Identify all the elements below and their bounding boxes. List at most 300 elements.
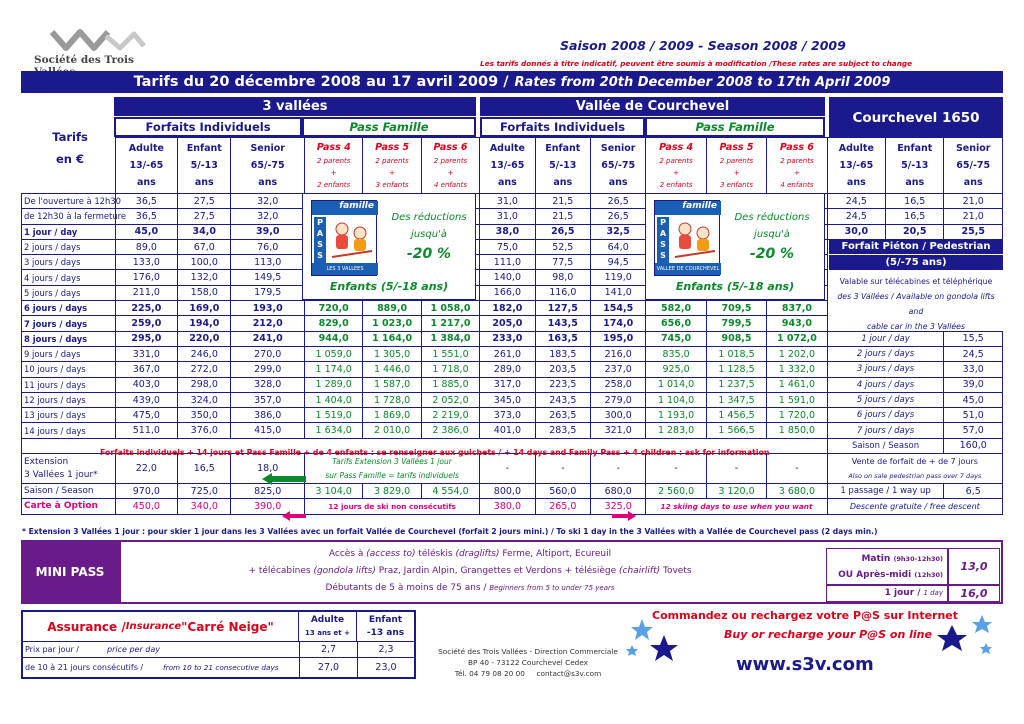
col-enfant-1650-line: 5/-13	[901, 160, 929, 171]
col-adulte-c-line: Adulte	[489, 143, 525, 154]
price-famille-3v: 1 718,0	[421, 362, 479, 377]
contact-phone-email: Tél. 04 79 08 20 00 contact@s3v.com	[454, 669, 602, 678]
contact-address: BP 40 - 73122 Courchevel Cedex	[467, 658, 588, 667]
cta-fr: Commandez ou rechargez votre P@S sur Internet	[652, 609, 959, 622]
price-3v: 169,0	[178, 301, 231, 316]
price-3v: 403,0	[115, 377, 177, 392]
price-courchevel: 283,5	[535, 423, 590, 438]
price-famille-c: 1 720,0	[767, 408, 827, 423]
price-courchevel: 263,5	[535, 408, 590, 423]
price-famille-c: 1 850,0	[767, 423, 827, 438]
col-pass6-c-line: +	[793, 168, 800, 177]
col-pass5-c-line: Pass 5	[719, 141, 754, 153]
price-famille-c: 1 014,0	[646, 377, 706, 392]
col-senior-1650	[944, 138, 1003, 194]
extension-label	[22, 454, 116, 484]
price-famille-c: 1 566,5	[706, 423, 766, 438]
carte-price-c: 265,0	[535, 499, 590, 514]
col-pass4-c	[646, 138, 706, 194]
col-adulte-1650	[827, 138, 885, 194]
forfaits-individuels-c: Forfaits Individuels	[480, 117, 645, 137]
price-courchevel: 21,5	[535, 194, 590, 209]
price-courchevel: 77,5	[535, 255, 590, 270]
pieton-day-value: 57,0	[944, 423, 1003, 438]
col-pass6-3v-line: +	[447, 168, 454, 177]
price-courchevel: 345,0	[480, 392, 535, 407]
col-enfant-c-line: Enfant	[545, 143, 581, 154]
price-3v: 475,0	[115, 408, 177, 423]
price-3v: 367,0	[115, 362, 177, 377]
price-courchevel: 223,5	[535, 377, 590, 392]
pieton-age: (5/-75 ans)	[829, 255, 1003, 270]
minipass-line-1: Accès à (access to) téléskis (draglifts) Ferme, Altiport, Ecureuil	[328, 549, 612, 559]
assurance-row-1: Prix par jour / price per day 2,7 2,3	[23, 642, 414, 658]
price-courchevel: 401,0	[480, 423, 535, 438]
price-courchevel: 243,5	[535, 392, 590, 407]
minipass-half-day: Matin (9h30-12h30) OU Après-midi (12h30)	[826, 548, 948, 585]
price-3v: 158,0	[178, 285, 231, 300]
logo-mark-icon	[48, 26, 148, 52]
col-senior-c-line: 65/-75	[601, 160, 636, 171]
col-pass4-3v-line: Pass 4	[316, 141, 351, 153]
price-famille-3v: 1 587,0	[363, 377, 421, 392]
carte-label: Carte à Option	[22, 499, 116, 514]
tarif-row	[22, 392, 1003, 407]
row-label: 13 jours / days	[22, 408, 116, 423]
assurance-adulte: Adulte 13 ans et +	[299, 612, 357, 642]
col-pass5-3v-line: Pass 5	[375, 141, 410, 153]
promo-jusqua: jusqu'à	[754, 229, 790, 240]
price-famille-3v: 1 059,0	[304, 346, 362, 361]
price-courchevel: 154,5	[590, 301, 645, 316]
pieton-day-label: 2 jours / days	[827, 346, 944, 361]
extension-dash: -	[767, 454, 827, 484]
col-enfant-1650-line: ans	[905, 177, 925, 188]
saison-price-3v: 725,0	[178, 484, 231, 499]
price-3v: 176,0	[115, 270, 177, 285]
price-3v: 27,5	[178, 209, 231, 224]
price-3v: 225,0	[115, 301, 177, 316]
price-courchevel: 75,0	[480, 239, 535, 254]
pieton-day-value: 33,0	[944, 362, 1003, 377]
price-1650: 30,0	[827, 224, 885, 239]
col-pass5-3v-line: 3 enfants	[375, 180, 409, 189]
row-label: 11 jours / days	[22, 377, 116, 392]
carte-price-3v: 450,0	[115, 499, 177, 514]
extension-price: 16,5	[178, 454, 231, 484]
price-famille-c: 1 202,0	[767, 346, 827, 361]
pieton-day-label: 6 jours / days	[827, 408, 944, 423]
pass-famille-logo-c	[654, 200, 720, 276]
carte-price-3v: 340,0	[178, 499, 231, 514]
col-enfant-3v	[178, 138, 231, 194]
price-famille-3v: 1 384,0	[421, 331, 479, 346]
price-famille-c: 925,0	[646, 362, 706, 377]
price-3v: 133,0	[115, 255, 177, 270]
price-famille-3v: 1 305,0	[363, 346, 421, 361]
price-courchevel: 233,0	[480, 331, 535, 346]
promo-percent: -20 %	[749, 246, 795, 262]
price-famille-3v: 1 634,0	[304, 423, 362, 438]
minipass-day-value: 16,0	[948, 585, 1000, 602]
col-pass4-3v-line: 2 enfants	[317, 180, 351, 189]
row-label: 10 jours / days	[22, 362, 116, 377]
pieton-day-value: 15,5	[944, 331, 1003, 346]
col-pass5-c-line: +	[733, 168, 740, 177]
price-3v: 211,0	[115, 285, 177, 300]
price-3v: 76,0	[231, 239, 305, 254]
minipass-day: 1 jour / 1 day	[826, 585, 948, 602]
row-label: 12 jours / days	[22, 392, 116, 407]
price-3v: 241,0	[231, 331, 305, 346]
col-pass6-3v-line: Pass 6	[433, 141, 468, 153]
currency-word: en €	[56, 152, 84, 166]
price-famille-c: 1 104,0	[646, 392, 706, 407]
cta-url-link[interactable]: www.s3v.com	[736, 654, 874, 675]
tarif-row	[22, 209, 1003, 224]
price-courchevel: 111,0	[480, 255, 535, 270]
logo-text: Société des Trois	[34, 54, 134, 66]
price-famille-3v: 720,0	[304, 301, 362, 316]
extension-dash: -	[706, 454, 766, 484]
price-courchevel: 258,0	[590, 377, 645, 392]
saison-price-famille-3v: 4 554,0	[421, 484, 479, 499]
price-courchevel: 116,0	[535, 285, 590, 300]
arrow-left-magenta-icon	[282, 511, 306, 521]
price-famille-3v: 1 446,0	[363, 362, 421, 377]
price-courchevel: 373,0	[480, 408, 535, 423]
price-famille-c: 1 237,5	[706, 377, 766, 392]
header-spacer	[22, 138, 116, 194]
price-3v: 324,0	[178, 392, 231, 407]
price-3v: 328,0	[231, 377, 305, 392]
price-famille-c: 835,0	[646, 346, 706, 361]
col-pass6-3v-line: 4 enfants	[433, 180, 467, 189]
pieton-day-value: 24,5	[944, 346, 1003, 361]
pieton-passage-value: 6,5	[944, 484, 1003, 499]
promo-reductions: Des réductions	[734, 212, 810, 223]
zone-courchevel-1650: Courchevel 1650	[829, 97, 1003, 138]
price-1650: 20,5	[886, 224, 944, 239]
extension-dash: -	[535, 454, 590, 484]
pieton-desc-1: Valable sur télécabines et téléphérique	[839, 277, 993, 286]
price-1650: 25,5	[944, 224, 1003, 239]
price-famille-3v: 1 023,0	[363, 316, 421, 331]
col-enfant-c-line: ans	[553, 177, 573, 188]
price-courchevel: 261,0	[480, 346, 535, 361]
price-famille-c: 709,5	[706, 301, 766, 316]
pass-famille-c: Pass Famille	[645, 117, 825, 137]
price-3v: 67,0	[178, 239, 231, 254]
price-famille-3v: 1 728,0	[363, 392, 421, 407]
extension-label-2: 3 Vallées 1 jour*	[24, 469, 98, 480]
row-label: 14 jours / days	[22, 423, 116, 438]
col-adulte-3v-line: Adulte	[128, 143, 164, 154]
col-enfant-c	[535, 138, 590, 194]
col-senior-1650-line: Senior	[955, 143, 991, 154]
col-senior-3v	[231, 138, 305, 194]
row-label: 6 jours / days	[22, 301, 116, 316]
tarif-row	[22, 224, 1003, 239]
tarif-row	[22, 423, 1003, 438]
price-famille-3v: 1 869,0	[363, 408, 421, 423]
price-famille-c: 1 018,5	[706, 346, 766, 361]
price-courchevel: 64,0	[590, 239, 645, 254]
col-senior-3v-line: Senior	[250, 143, 285, 154]
price-3v: 149,5	[231, 270, 305, 285]
extension-row	[22, 454, 1003, 484]
logo	[32, 22, 162, 70]
col-pass4-3v	[304, 138, 362, 194]
price-courchevel: 98,0	[535, 270, 590, 285]
price-3v: 36,5	[115, 209, 177, 224]
price-famille-3v: 2 219,0	[421, 408, 479, 423]
price-famille-3v: 2 386,0	[421, 423, 479, 438]
extension-tarif-2: sur Pass Famille = tarifs individuels	[325, 470, 459, 480]
column-header-row	[22, 138, 1003, 194]
pieton-desc	[829, 272, 1003, 338]
arrow-right-magenta-icon	[612, 511, 636, 521]
price-3v: 32,0	[231, 209, 305, 224]
carte-option-row	[22, 499, 1003, 514]
col-pass4-3v-line: 2 parents	[316, 156, 351, 165]
row-label: De l'ouverture à 12h30	[22, 194, 116, 209]
price-courchevel: 203,5	[535, 362, 590, 377]
pieton-passage-label: 1 passage / 1 way up	[827, 484, 944, 499]
price-1650: 24,5	[827, 209, 885, 224]
price-famille-3v: 1 174,0	[304, 362, 362, 377]
forfaits-individuels-3v: Forfaits Individuels	[114, 117, 302, 137]
price-famille-3v: 944,0	[304, 331, 362, 346]
price-famille-c: 1 591,0	[767, 392, 827, 407]
carte-note-3v: 12 jours de ski non consécutifs	[304, 499, 479, 514]
price-courchevel: 26,5	[535, 224, 590, 239]
price-courchevel: 94,5	[590, 255, 645, 270]
price-famille-c: 656,0	[646, 316, 706, 331]
price-1650: 16,5	[886, 209, 944, 224]
minipass-line-3: Débutants de 5 à moins de 75 ans / Beginners from 5 to under 75 years	[325, 583, 615, 593]
promo-courchevel	[645, 193, 825, 300]
assurance-row-2: de 10 à 21 jours consécutifs / from 10 to 21 consecutive days 27,0 23,0	[23, 658, 414, 677]
price-3v: 27,5	[178, 194, 231, 209]
col-pass5-3v-line: 2 parents	[375, 156, 409, 165]
price-courchevel: 174,0	[590, 316, 645, 331]
row-label: de 12h30 à la fermeture	[22, 209, 116, 224]
banner-fr: Tarifs du 20 décembre 2008 au 17 avril 2009 /	[133, 74, 509, 90]
price-courchevel: 237,0	[590, 362, 645, 377]
price-famille-3v: 2 052,0	[421, 392, 479, 407]
price-3v: 272,0	[178, 362, 231, 377]
row-label: 9 jours / days	[22, 346, 116, 361]
tarif-row	[22, 408, 1003, 423]
pieton-title: Forfait Piéton / Pedestrian	[829, 239, 1003, 254]
skier-family-icon	[328, 217, 376, 263]
col-pass4-3v-line: +	[330, 168, 337, 177]
saison-row	[22, 484, 1003, 499]
price-courchevel: 127,5	[535, 301, 590, 316]
price-famille-c: 1 128,5	[706, 362, 766, 377]
col-senior-3v-line: ans	[258, 177, 278, 188]
pieton-saison-label: Saison / Season	[827, 438, 944, 453]
price-famille-c: 1 332,0	[767, 362, 827, 377]
extension-label-1: Extension	[24, 456, 69, 467]
pieton-day-value: 39,0	[944, 377, 1003, 392]
price-3v: 36,5	[115, 194, 177, 209]
col-pass6-3v	[421, 138, 479, 194]
price-3v: 357,0	[231, 392, 305, 407]
price-courchevel: 216,0	[590, 346, 645, 361]
promo-jusqua: jusqu'à	[411, 229, 447, 240]
season-title: Saison 2008 / 2009 - Season 2008 / 2009	[560, 38, 846, 53]
tarif-row	[22, 194, 1003, 209]
price-3v: 439,0	[115, 392, 177, 407]
price-1650: 16,5	[886, 194, 944, 209]
col-senior-1650-line: 65/-75	[956, 160, 991, 171]
extension-price: 22,0	[115, 454, 177, 484]
skier-family-icon	[671, 217, 719, 263]
col-pass4-c-line: 2 parents	[659, 156, 693, 165]
carte-price-c: 325,0	[590, 499, 645, 514]
pass-logo-word: famille	[312, 201, 378, 215]
saison-price-famille-c: 2 560,0	[646, 484, 706, 499]
price-3v: 194,0	[178, 316, 231, 331]
price-courchevel: 38,0	[480, 224, 535, 239]
price-famille-c: 745,0	[646, 331, 706, 346]
price-courchevel: 163,5	[535, 331, 590, 346]
col-enfant-1650-line: Enfant	[897, 143, 933, 154]
price-3v: 100,0	[178, 255, 231, 270]
price-courchevel: 26,5	[590, 209, 645, 224]
price-courchevel: 52,5	[535, 239, 590, 254]
price-famille-c: 1 072,0	[767, 331, 827, 346]
pieton-vente-1: Vente de forfait de + de 7 jours	[851, 456, 978, 466]
price-courchevel: 289,0	[480, 362, 535, 377]
price-courchevel: 26,5	[590, 194, 645, 209]
pass-logo-vertical: P A S S	[314, 217, 326, 263]
col-senior-1650-line: ans	[963, 177, 983, 188]
price-famille-3v: 1 217,0	[421, 316, 479, 331]
minipass-line-2: + télécabines (gondola lifts) Praz, Jardin Alpin, Grangettes et Verdons + télésiège (chairlift) Tovets	[248, 566, 692, 576]
saison-label: Saison / Season	[22, 484, 116, 499]
tarif-row	[22, 377, 1003, 392]
tarif-row	[22, 362, 1003, 377]
saison-price-famille-c: 3 120,0	[706, 484, 766, 499]
tarif-row	[22, 346, 1003, 361]
price-3v: 32,0	[231, 194, 305, 209]
col-adulte-c-line: 13/-65	[490, 160, 525, 171]
row-label: 2 jours / days	[22, 239, 116, 254]
pieton-day-value: 51,0	[944, 408, 1003, 423]
price-courchevel: 182,0	[480, 301, 535, 316]
price-courchevel: 119,0	[590, 270, 645, 285]
price-3v: 386,0	[231, 408, 305, 423]
tarifs-word: Tarifs	[52, 130, 88, 144]
price-3v: 212,0	[231, 316, 305, 331]
extension-price: 18,0	[231, 454, 305, 484]
col-adulte-3v-line: ans	[136, 177, 156, 188]
saison-price-c: 680,0	[590, 484, 645, 499]
minipass-desc	[120, 546, 820, 597]
price-3v: 299,0	[231, 362, 305, 377]
col-adulte-c-line: ans	[497, 177, 517, 188]
price-courchevel: 166,0	[480, 285, 535, 300]
price-courchevel: 183,5	[535, 346, 590, 361]
promo-percent: -20 %	[406, 246, 452, 262]
minipass-half-value: 13,0	[948, 548, 1000, 585]
pieton-day-label: 7 jours / days	[827, 423, 944, 438]
price-courchevel: 141,0	[590, 285, 645, 300]
price-famille-3v: 1 058,0	[421, 301, 479, 316]
col-pass6-c	[767, 138, 827, 194]
pieton-desc-4: cable car in the 3 Vallées	[866, 322, 966, 331]
saison-price-c: 800,0	[480, 484, 535, 499]
price-famille-3v: 829,0	[304, 316, 362, 331]
pass-logo-vertical: P A S S	[657, 217, 669, 263]
price-courchevel: 195,0	[590, 331, 645, 346]
contact	[428, 646, 628, 679]
assurance-title: Assurance / Insurance "Carré Neige"	[23, 612, 299, 642]
col-enfant-3v-line: Enfant	[186, 143, 222, 154]
price-courchevel: 205,0	[480, 316, 535, 331]
extension-dash: -	[646, 454, 706, 484]
price-courchevel: 300,0	[590, 408, 645, 423]
col-pass6-3v-line: 2 parents	[433, 156, 468, 165]
banner-en: Rates from 20th December 2008 to 17th April 2009	[514, 74, 891, 90]
price-3v: 89,0	[115, 239, 177, 254]
pieton-desc-3: and	[908, 307, 924, 316]
col-enfant-3v-line: ans	[194, 177, 214, 188]
extension-tarif-1: Tarifs Extension 3 Vallées 1 jour	[332, 456, 452, 466]
price-1650: 24,5	[827, 194, 885, 209]
price-famille-3v: 1 289,0	[304, 377, 362, 392]
price-3v: 259,0	[115, 316, 177, 331]
col-senior-c	[590, 138, 645, 194]
price-3v: 34,0	[178, 224, 231, 239]
col-enfant-c-line: 5/-13	[549, 160, 577, 171]
extension-dash: -	[590, 454, 645, 484]
price-3v: 246,0	[178, 346, 231, 361]
family-note: Forfaits individuels + 14 jours et Pass Famille + de 4 enfants : se renseigner aux guichets / + 14 days and Family Pass + 4 children : ask for information	[100, 448, 770, 457]
price-famille-3v: 2 010,0	[363, 423, 421, 438]
date-banner	[21, 71, 1003, 93]
price-3v: 415,0	[231, 423, 305, 438]
price-3v: 511,0	[115, 423, 177, 438]
price-1650: 21,0	[944, 209, 1003, 224]
promo-enfants: Enfants (5/-18 ans)	[675, 280, 795, 293]
col-pass6-c-line: 2 parents	[780, 156, 814, 165]
price-courchevel: 31,0	[480, 209, 535, 224]
cta-en: Buy or recharge your P@S on line	[724, 628, 932, 641]
col-pass5-c	[706, 138, 766, 194]
minipass-title: MINI PASS	[21, 540, 119, 604]
disclaimer: Les tarifs donnés à titre indicatif, peuvent être soumis à modification /These rates are subject to change	[480, 59, 913, 68]
pieton-day-label: 1 jour / day	[827, 331, 944, 346]
promo-3-vallees	[302, 193, 476, 300]
price-famille-c: 799,5	[706, 316, 766, 331]
col-adulte-1650-line: 13/-65	[839, 160, 874, 171]
price-famille-c: 1 347,5	[706, 392, 766, 407]
price-famille-3v: 889,0	[363, 301, 421, 316]
extension-tarif-note	[304, 454, 479, 484]
saison-price-c: 560,0	[535, 484, 590, 499]
col-pass6-c-line: Pass 6	[779, 141, 814, 153]
price-3v: 295,0	[115, 331, 177, 346]
col-enfant-1650	[886, 138, 944, 194]
price-famille-3v: 1 551,0	[421, 346, 479, 361]
pieton-vente-2: Also on sale pedestrian pass over 7 days	[848, 471, 982, 480]
pieton-day-label: 3 jours / days	[827, 362, 944, 377]
pieton-day-label: 4 jours / days	[827, 377, 944, 392]
